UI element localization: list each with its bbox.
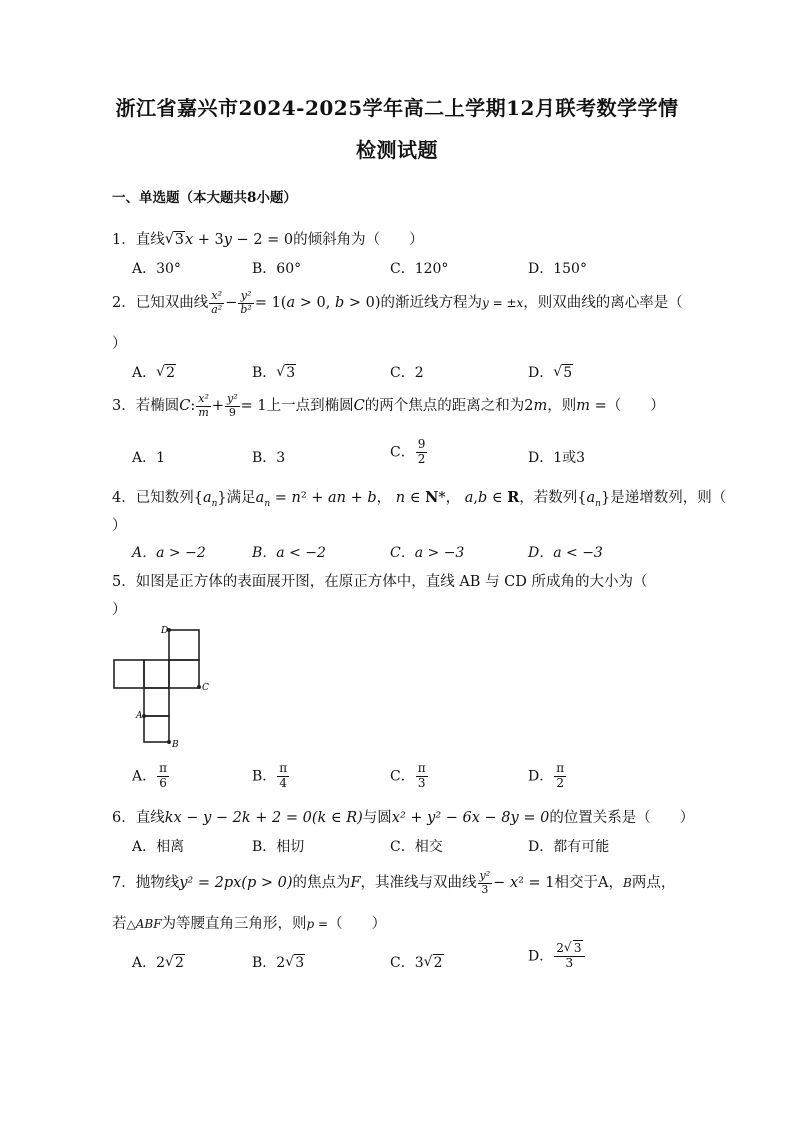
cube-net-figure bbox=[110, 620, 220, 750]
q3-option-d[interactable]: D．1或3 bbox=[528, 450, 586, 466]
section-heading: 一、单选题（本大题共8小题） bbox=[112, 190, 297, 206]
q2-stem-mid: 的渐近线方程为 bbox=[380, 295, 482, 312]
q5-option-b[interactable]: B． $\frac{\pi}{4}$ bbox=[252, 761, 288, 790]
frac-x2-a2: $\frac{\text{x²}}{\text{a²}}$ bbox=[211, 289, 223, 316]
frac-y2-b2: $\frac{\text{y²}}{\text{b²}}$ bbox=[240, 289, 252, 316]
q3-stem-mid1: 上一点到椭圆 bbox=[266, 398, 354, 415]
frac-x2-m: $\frac{\text{x²}}{m}$ bbox=[198, 392, 209, 419]
q2-asymptote: y = ±x bbox=[481, 296, 524, 311]
q4-stem-prefix: 4．已知数列 bbox=[112, 490, 194, 506]
q7-option-b[interactable]: B．2√ 3 bbox=[252, 952, 305, 972]
q6-option-c[interactable]: C．相交 bbox=[390, 839, 443, 855]
q4-stem-mid1: 满足 bbox=[226, 490, 256, 506]
q6-circle-equation: x² + y² − 6x − 8y = 0 bbox=[391, 810, 550, 826]
label-b: B bbox=[172, 740, 179, 750]
document-title-line1: 浙江省嘉兴市2024-2025学年高二上学期12月联考数学学情 bbox=[115, 96, 679, 120]
q2-option-d[interactable]: D．√ 5 bbox=[528, 362, 573, 382]
q1-stem-prefix: 1．直线 bbox=[112, 232, 165, 248]
q3-stem-prefix: 3．若椭圆 bbox=[112, 398, 180, 415]
frac-y2-9: $\frac{\text{y²}}{9}$ bbox=[227, 392, 238, 419]
frac-y2-3: $\frac{\text{y²}}{3}$ bbox=[479, 869, 491, 896]
question-2-stem: 2．已知双曲线 $\frac{\text{x²}}{\text{a²}}$ − $\frac{\text{y²}}{\text{b²}}$ = 1(a > 0, b > 0)的渐近线方程为y = ±x，则双曲线的离心率是（ bbox=[112, 289, 683, 316]
q4-stem-line2: ） bbox=[112, 518, 127, 534]
q6-option-d[interactable]: D．都有可能 bbox=[528, 839, 610, 855]
q5-stem-line2: ） bbox=[112, 602, 127, 618]
q2-option-b[interactable]: B．√ 3 bbox=[252, 362, 296, 382]
q6-stem-suffix: 的位置关系是（ ） bbox=[549, 810, 695, 826]
q4-option-d[interactable]: D．a < −3 bbox=[528, 545, 603, 561]
question-4-stem: 4．已知数列$\{a_n\}$满足$a_n = n^2$ + an + b， n ∈ N*， a,b ∈ R，若数列$\{a_n\}$是递增数列，则（ bbox=[112, 489, 727, 509]
sqrt-3: √ 3 bbox=[165, 232, 185, 248]
q4-stem-suffix: 是递增数列，则（ bbox=[610, 490, 727, 506]
q4-option-b[interactable]: B．a < −2 bbox=[252, 545, 326, 561]
q2-option-a[interactable]: A．√ 2 bbox=[132, 362, 176, 382]
q3-stem-mid2: 的两个焦点的距离之和为 bbox=[364, 398, 525, 415]
q1-stem-suffix: 的倾斜角为（ ） bbox=[293, 232, 424, 248]
q3-option-b[interactable]: B．3 bbox=[252, 450, 286, 466]
q2-stem-line2: ） bbox=[112, 336, 127, 352]
document-title-line2: 检测试题 bbox=[356, 138, 438, 162]
question-7-stem: 7．抛物线y² = 2px(p > 0)的焦点为F，其准线与双曲线 $\frac{\text{y²}}{3}$ − x² = 1相交于A，B两点， bbox=[112, 869, 676, 896]
question-3-stem: 3．若椭圆C: $\frac{\text{x²}}{m}$ + $\frac{\text{y²}}{9}$ = 1上一点到椭圆C的两个焦点的距离之和为2m，则m =（ ） bbox=[112, 392, 665, 419]
q7-stem-mid2: ，其准线与双曲线 bbox=[360, 875, 477, 892]
q6-line-equation: kx − y − 2k + 2 = 0(k ∈ R) bbox=[164, 810, 363, 826]
q3-option-a[interactable]: A．1 bbox=[132, 450, 166, 466]
label-c: C bbox=[202, 683, 209, 693]
q7-stem-line2: 若△ABF为等腰直角三角形，则p =（ ） bbox=[112, 916, 387, 932]
question-1-stem: 1．直线√ 3x + 3y − 2 = 0的倾斜角为（ ） bbox=[112, 228, 424, 249]
q7-stem-prefix: 7．抛物线 bbox=[112, 875, 180, 892]
q6-stem-prefix: 6．直线 bbox=[112, 810, 165, 826]
q6-option-b[interactable]: B．相切 bbox=[252, 839, 305, 855]
q4-option-a[interactable]: A．a > −2 bbox=[132, 545, 206, 561]
q3-option-c[interactable]: C． $\frac{9}{2}$ bbox=[390, 437, 426, 466]
q7-stem-mid1: 的焦点为 bbox=[292, 875, 351, 892]
label-a: A bbox=[136, 711, 143, 721]
point-c bbox=[197, 685, 201, 689]
q7-option-c[interactable]: C．3√ 2 bbox=[390, 952, 444, 972]
q5-option-c[interactable]: C． $\frac{\pi}{3}$ bbox=[390, 761, 426, 790]
q6-stem-mid: 与圆 bbox=[362, 810, 392, 826]
q3-stem-suffix: （ ） bbox=[606, 398, 665, 415]
q5-option-a[interactable]: A． $\frac{\pi}{6}$ bbox=[132, 761, 168, 790]
q2-stem-prefix: 2．已知双曲线 bbox=[112, 295, 209, 312]
q6-option-a[interactable]: A．相离 bbox=[132, 839, 185, 855]
q4-option-c[interactable]: C．a > −3 bbox=[390, 545, 465, 561]
q7-stem-mid3: 相交于A， bbox=[554, 875, 624, 892]
q1-option-d[interactable]: D．150° bbox=[528, 261, 587, 277]
label-d: D bbox=[161, 626, 169, 636]
q3-stem-mid3: ，则 bbox=[547, 398, 577, 415]
q1-option-c[interactable]: C．120° bbox=[390, 261, 449, 277]
q7-option-d[interactable]: D． $\frac{2√ 3}{3}$ bbox=[528, 942, 586, 971]
q7-option-a[interactable]: A．2√ 2 bbox=[132, 952, 185, 972]
q4-stem-mid2: ，若数列 bbox=[519, 490, 578, 506]
q7-parabola-equation: y² = 2px(p > 0) bbox=[179, 875, 293, 892]
q5-option-d[interactable]: D． $\frac{\pi}{2}$ bbox=[528, 761, 565, 790]
q1-option-b[interactable]: B．60° bbox=[252, 261, 302, 277]
q2-option-c[interactable]: C．2 bbox=[390, 365, 424, 381]
q7-stem-suffix: 两点， bbox=[631, 875, 676, 892]
point-a bbox=[142, 714, 146, 718]
question-5-stem: 5．如图是正方体的表面展开图，在原正方体中，直线 AB 与 CD 所成角的大小为（ bbox=[112, 574, 648, 590]
question-6-stem bbox=[112, 806, 694, 827]
q2-stem-suffix: ，则双曲线的离心率是（ bbox=[523, 295, 683, 312]
point-b bbox=[167, 740, 171, 744]
q1-option-a[interactable]: A．30° bbox=[132, 261, 181, 277]
